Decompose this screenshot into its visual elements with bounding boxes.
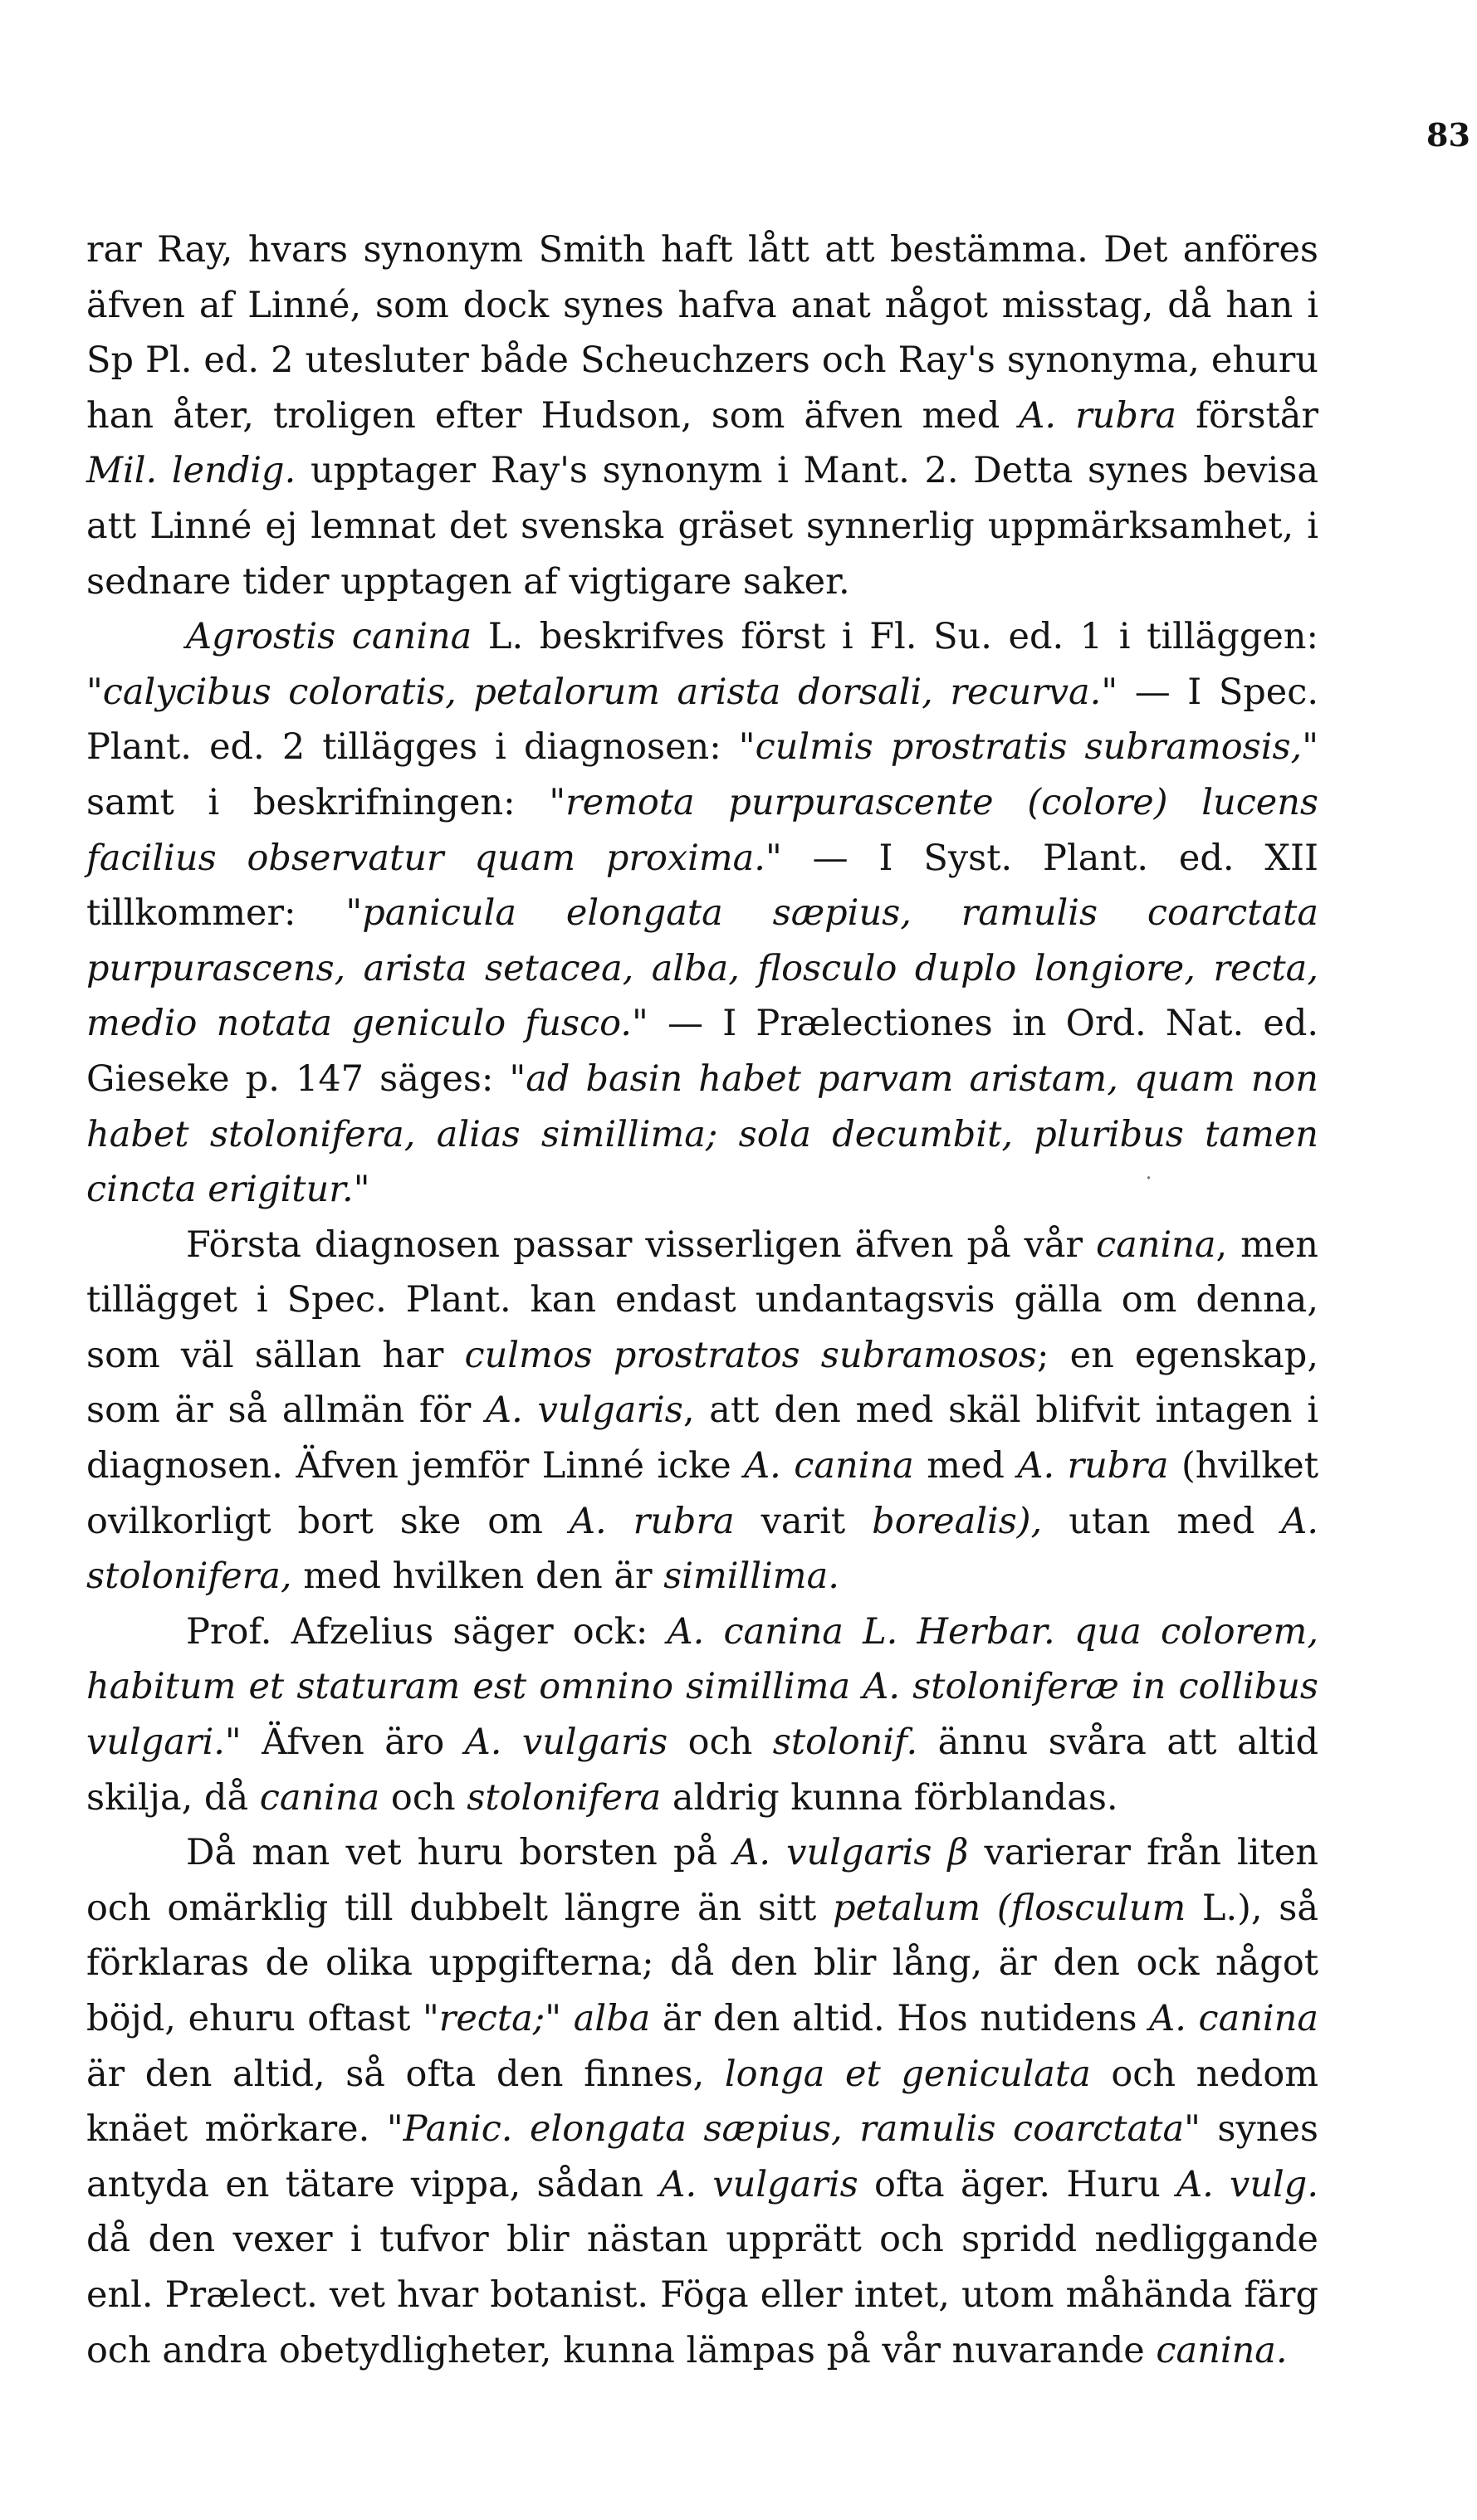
italic-text-run: A. canina [744, 1445, 914, 1487]
text-run: upptager Ray's synonym i Mant. 2. Detta synes bevisa att Linné ej lemnat det svenska gräset synnerlig uppmärksamhet, i sednare tider upptagen af vigtigare saker. [86, 450, 1318, 603]
text-run: " [545, 1998, 574, 2039]
italic-text-run: A. vulgaris [464, 1722, 668, 1764]
text-run: ännu svåra att altid skilja, då [86, 1722, 1318, 1819]
italic-text-run: panicula elongata sæpius, ramulis coarctata purpurascens, arista setacea, alba, flosculo duplo longiore, recta, medio notata geniculo fusco. [86, 892, 1319, 1045]
text-run: varit [734, 1500, 873, 1542]
italic-text-run: remota purpurascente (colore) lucens facilius observatur quam proxima. [86, 781, 1318, 879]
italic-text-run: simillima. [663, 1555, 839, 1598]
text-run: med [913, 1445, 1018, 1487]
text-run: och nedom knäet mörkare. " [86, 2053, 1318, 2151]
italic-text-run: A. stolonifera, [86, 1500, 1319, 1598]
italic-text-run: A. vulgaris [659, 2163, 858, 2205]
text-run: " Äfven äro [224, 1722, 465, 1764]
body-text [86, 222, 1318, 2378]
text-run: ofta äger. Huru [858, 2163, 1177, 2205]
text-run: Då man vet huru borsten på [186, 1832, 734, 1874]
paragraph [86, 1218, 1318, 1604]
italic-text-run: stolonif. [772, 1722, 918, 1764]
text-run: L.), så förklaras de olika uppgifterna; då den blir lång, är den ock något böjd, ehuru oftast " [86, 1887, 1318, 2039]
paragraph [86, 1825, 1318, 2378]
italic-text-run: petalum (flosculum [833, 1887, 1186, 1929]
text-run: " — I Syst. Plant. ed. XII tillkommer: " [86, 837, 1319, 935]
italic-text-run: culmis prostratis subramosis, [755, 726, 1303, 769]
text-run: och [379, 1776, 467, 1819]
text-run: Första diagnosen passar visserligen äfven på vår [186, 1223, 1096, 1266]
text-run: , att den med skäl blifvit intagen i diagnosen. Äfven jemför Linné icke [86, 1389, 1318, 1487]
text-run: förstår [1176, 394, 1318, 437]
text-run: då den vexer i tufvor blir nästan upprätt och spridd nedliggande enl. Prælect. vet hvar botanist. Föga eller intet, utom måhända färg och andra obetydligheter, kunna lämpas på vår nuvarande [86, 2219, 1318, 2371]
italic-text-run: A. vulg. [1176, 2163, 1318, 2205]
italic-text-run: calycibus coloratis, petalorum arista dorsali, recurva. [102, 671, 1102, 713]
text-run: , men tillägget i Spec. Plant. kan endast undantagsvis gälla om denna, som väl sällan har [86, 1223, 1318, 1376]
text-run: och [668, 1722, 773, 1764]
italic-text-run: ad basin habet parvam aristam, quam non habet stolonifera, alias simillima; sola decumbit, pluribus tamen cincta erigitur. [86, 1057, 1318, 1211]
italic-text-run: canina [259, 1776, 380, 1819]
italic-text-run: A. vulgaris [486, 1389, 683, 1432]
text-run: med hvilken den är [291, 1555, 664, 1598]
italic-text-run: A. rubra [1019, 394, 1177, 437]
italic-text-run: A. vulgaris β [733, 1832, 969, 1874]
text-run: L. beskrifves först i Fl. Su. ed. 1 i tilläggen: " [86, 616, 1318, 713]
text-run: utan med [1042, 1500, 1282, 1542]
text-run: är den altid. Hos nutidens [650, 1998, 1150, 2039]
text-run: " synes antyda en tätare vippa, sådan [86, 2108, 1318, 2205]
italic-text-run: canina. [1156, 2329, 1288, 2371]
italic-text-run: alba [573, 1998, 651, 2039]
italic-text-run: culmos prostratos subramosos [464, 1334, 1037, 1376]
italic-text-run: Agrostis canina [186, 616, 472, 658]
italic-text-run: longa et geniculata [724, 2053, 1091, 2095]
italic-text-run: recta; [438, 1998, 545, 2039]
italic-text-run: Panic. elongata sæpius, ramulis coarctata [403, 2108, 1185, 2151]
italic-text-run: A. rubra [1017, 1445, 1169, 1487]
paragraph [86, 222, 1318, 609]
paragraph [86, 1604, 1318, 1825]
text-run: Prof. Afzelius säger ock: [186, 1610, 668, 1653]
italic-text-run: stolonifera [467, 1776, 662, 1819]
italic-text-run: canina [1096, 1223, 1216, 1266]
text-run: " samt i beskrifningen: " [86, 726, 1318, 823]
page-number: 83 [1426, 116, 1470, 154]
text-run: aldrig kunna förblandas. [661, 1776, 1118, 1819]
italic-text-run: Mil. lendig. [86, 450, 296, 492]
paragraph [86, 609, 1318, 1218]
text-run: (hvilket ovilkorligt bort ske om [86, 1445, 1318, 1542]
text-run: rar Ray, hvars synonym Smith haft lått att bestämma. Det anföres äfven af Linné, som dock synes hafva anat något misstag, då han i Sp Pl. ed. 2 utesluter både Scheuchzers och Ray's synonyma, ehuru han åter, troligen efter Hudson, som äfven med [86, 229, 1318, 437]
text-run: " — I Prælectiones in Ord. Nat. ed. Gieseke p. 147 säges: " [86, 1003, 1319, 1100]
italic-text-run: A. canina L. Herbar. qua colorem, habitum et staturam est omnino simillima A. stoloniferæ in collibus vulgari. [86, 1610, 1319, 1764]
text-run: ; en egenskap, som är så allmän för [86, 1334, 1318, 1432]
text-run: " — I Spec. Plant. ed. 2 tillägges i diagnosen: " [86, 671, 1318, 769]
text-run: är den altid, så ofta den finnes, [86, 2053, 725, 2095]
stray-mark: ˙ [1142, 1173, 1155, 1202]
italic-text-run: A. canina [1149, 1998, 1319, 2039]
italic-text-run: A. rubra [569, 1500, 735, 1542]
italic-text-run: borealis), [872, 1500, 1043, 1542]
text-run: varierar från liten och omärklig till dubbelt längre än sitt [86, 1832, 1318, 1929]
text-run: " [353, 1169, 370, 1211]
